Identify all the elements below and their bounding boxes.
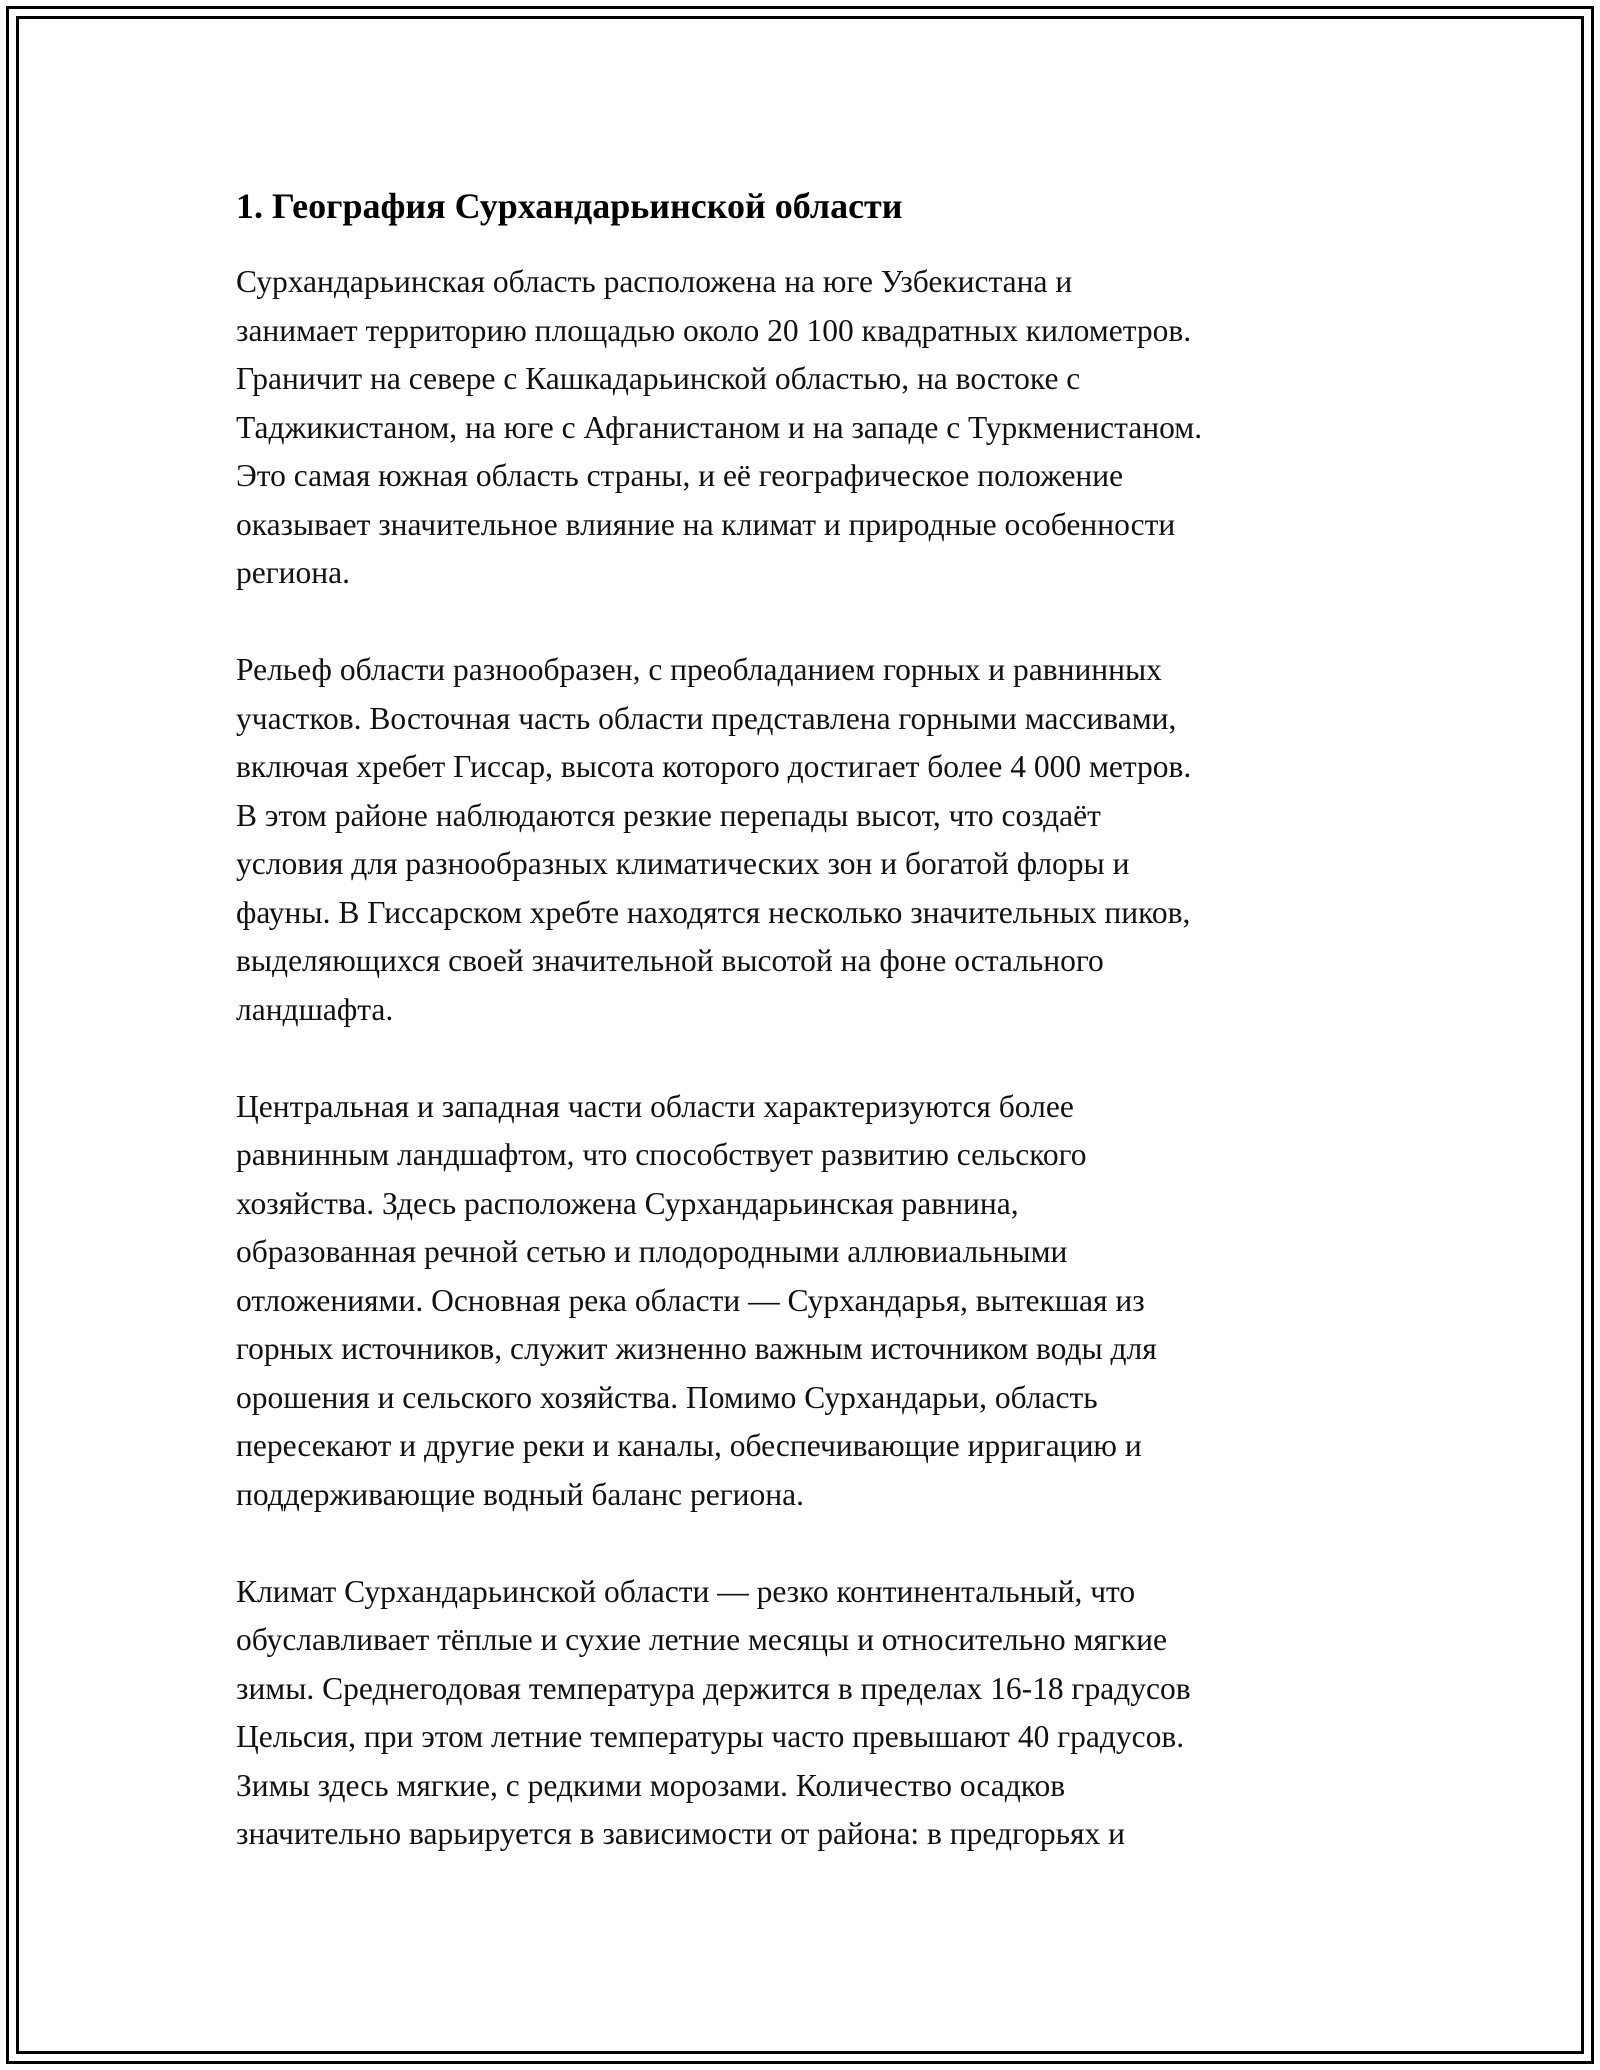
text-line: хозяйства. Здесь расположена Сурхандарьинская равнина, [236,1185,1019,1221]
paragraph-climate [236,1568,1386,1859]
text-line: образованная речной сетью и плодородными аллювиальными [236,1234,1068,1269]
text-line: поддерживающие водный баланс региона. [236,1476,804,1512]
text-line: Зимы здесь мягкие, с редкими морозами. Количество осадков [236,1767,1066,1803]
text-line: орошения и сельского хозяйства. Помимо Сурхандарьи, область [236,1379,1098,1415]
text-line: условия для разнообразных климатических зон и богатой флоры и [236,846,1130,881]
paragraph-relief [236,646,1386,1034]
paragraph-geography [236,258,1386,598]
text-line: равнинным ландшафтом, что способствует развитию сельского [236,1137,1087,1172]
text-line: занимает территорию площадью около 20 100 квадратных километров. [236,312,1192,348]
text-line: пересекают и другие реки и каналы, обеспечивающие ирригацию и [236,1428,1142,1463]
text-line: зимы. Среднегодовая температура держится в пределах 16-18 градусов [236,1670,1191,1706]
text-line: оказывает значительное влияние на климат и природные особенности [236,506,1176,542]
text-line: Граничит на севере с Кашкадарьинской областью, на востоке с [236,361,1081,396]
text-line: Рельеф области разнообразен, с преобладанием горных и равнинных [236,652,1162,687]
text-line: горных источников, служит жизненно важным источником воды для [236,1331,1157,1366]
text-line: Сурхандарьинская область расположена на юге Узбекистана и [236,264,1073,299]
text-line: Цельсия, при этом летние температуры часто превышают 40 градусов. [236,1719,1185,1754]
text-line: выделяющихся своей значительной высотой на фоне остального [236,943,1104,978]
text-line: В этом районе наблюдаются резкие перепады высот, что создаёт [236,797,1101,833]
text-line: региона. [236,555,350,590]
text-line: Центральная и западная части области характеризуются более [236,1088,1074,1124]
text-line: включая хребет Гиссар, высота которого достигает более 4 000 метров. [236,749,1192,784]
paragraph-plains-rivers [236,1083,1386,1520]
text-line: участков. Восточная часть области представлена горными массивами, [236,700,1177,736]
text-line: Это самая южная область страны, и её географическое положение [236,458,1124,493]
section-heading: 1. География Сурхандарьинской области [236,186,903,226]
text-line: значительно варьируется в зависимости от района: в предгорьях и [236,1816,1125,1851]
text-line: Таджикистаном, на юге с Афганистаном и на западе с Туркменистаном. [236,409,1203,445]
document-body [236,182,1386,1907]
text-line: отложениями. Основная река области — Сурхандарья, вытекшая из [236,1282,1145,1318]
text-line: обуславливает тёплые и сухие летние месяцы и относительно мягкие [236,1622,1167,1657]
text-line: ландшафта. [236,991,394,1027]
text-line: фауны. В Гиссарском хребте находятся несколько значительных пиков, [236,894,1191,930]
text-line: Климат Сурхандарьинской области — резко континентальный, что [236,1573,1136,1609]
